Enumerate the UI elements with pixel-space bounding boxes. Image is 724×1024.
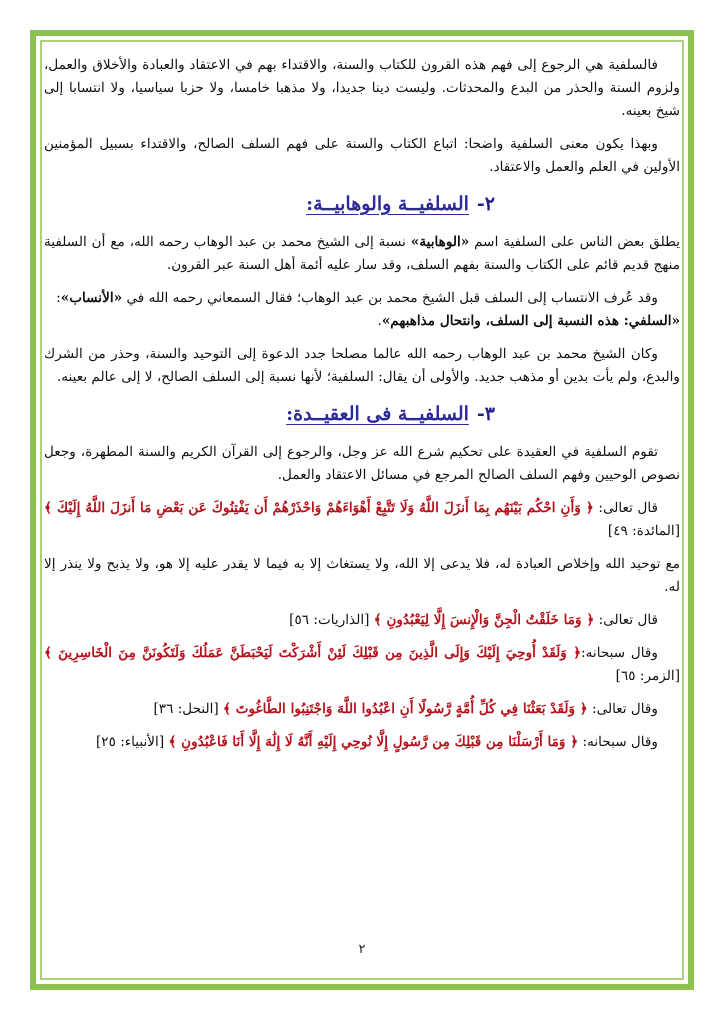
verse-reference: [المائدة: ٤٩] <box>607 523 680 539</box>
paragraph-ibn-abd-al-wahhab: وكان الشيخ محمد بن عبد الوهاب رحمه الله عالما مصلحا جدد الدعوة إلى التوحيد والسنة، وحذر من الشرك والبدع، ولم يأت بدين أو مذهب جديد. والأولى أن يقال: السلفية؛ لأنها نسبة إلى السلف الصالح، لا إلى عالم بعينه. <box>44 346 680 385</box>
verse-text: ﴿ وَمَا خَلَقْتُ الْجِنَّ وَالْإِنسَ إِلَّا لِيَعْبُدُونِ ﴾ <box>373 612 595 628</box>
verse-text: ﴿ وَمَا أَرْسَلْنَا مِن قَبْلِكَ مِن رَّسُولٍ إِلَّا نُوحِي إِلَيْهِ أَنَّهُ لَا إِلَٰهَ إِلَّا أَنَا فَاعْبُدُونِ ﴾ <box>168 734 579 750</box>
verse-text: ﴿ وَأَنِ احْكُم بَيْنَهُم بِمَا أَنزَلَ اللَّهُ وَلَا تَتَّبِعْ أَهْوَاءَهُمْ وَاحْذَرْهُمْ أَن يَفْتِنُوكَ عَن بَعْضِ مَا أَنزَلَ اللَّهُ إِلَيْكَ ﴾ <box>44 500 594 516</box>
section-number: ٢- <box>476 193 495 215</box>
paragraph-salafiyya-definition: فالسلفية هي الرجوع إلى فهم هذه القرون للكتاب والسنة، والاقتداء بهم في الاعتقاد والعبادة والأخلاق والعمل، ولزوم السنة والحذر من البدع والمحدثات. وليست دينا جديدا، ولا مذهبا خامسا، ولا حزبا سياسيا، ولا انتسابا إلى شيخ بعينه. <box>44 57 680 119</box>
quran-quote-nahl: وقال تعالى: ﴿ وَلَقَدْ بَعَثْنَا فِي كُلِّ أُمَّةٍ رَّسُولًا أَنِ اعْبُدُوا اللَّهَ وَاجْتَنِبُوا الطَّاغُوتَ ﴾ [النحل: ٣٦] <box>153 701 658 717</box>
section-heading-salafiyya-aqidah <box>44 399 495 429</box>
section-number: ٣- <box>476 403 495 425</box>
samani-definition: «السلفي: هذه النسبة إلى السلف، وانتحال مذاهبهم» <box>381 313 680 329</box>
paragraph-aqidah-basis: تقوم السلفية في العقيدة على تحكيم شرع الله عز وجل، والرجوع إلى القرآن الكريم والسنة المطهرة، وجعل نصوص الوحيين وفهم السلف الصالح المرجع في مسائل الاعتقاد والعمل. <box>44 444 680 483</box>
section-title: السلفيــة والوهابيــة: <box>306 193 469 215</box>
verse-reference: [الأنبياء: ٢٥] <box>95 734 169 750</box>
verse-text: ﴿ وَلَقَدْ بَعَثْنَا فِي كُلِّ أُمَّةٍ رَّسُولًا أَنِ اعْبُدُوا اللَّهَ وَاجْتَنِبُوا الطَّاغُوتَ ﴾ <box>223 701 588 717</box>
verse-text: ﴿ وَلَقَدْ أُوحِيَ إِلَيْكَ وَإِلَى الَّذِينَ مِن قَبْلِكَ لَئِنْ أَشْرَكْتَ لَيَحْبَطَنَّ عَمَلُكَ وَلَتَكُونَنَّ مِنَ الْخَاسِرِينَ ﴾ <box>44 645 582 661</box>
quran-quote-dhariyat: قال تعالى: ﴿ وَمَا خَلَقْتُ الْجِنَّ وَالْإِنسَ إِلَّا لِيَعْبُدُونِ ﴾ [الذاريات: ٥٦] <box>289 612 658 628</box>
document-body <box>44 54 680 764</box>
section-heading-salafiyya-wahhabiyya <box>44 189 495 219</box>
verse-reference: [الذاريات: ٥٦] <box>289 612 374 628</box>
verse-reference: [الزمر: ٦٥] <box>615 668 680 684</box>
page-number: ٢ <box>358 942 366 957</box>
term-wahhabiyya: «الوهابية» <box>410 234 470 250</box>
paragraph-wahhabiyya-name: يطلق بعض الناس على السلفية اسم «الوهابية» نسبة إلى الشيخ محمد بن عبد الوهاب رحمه الله، مع أن السلفية منهج قديم قائم على الكتاب والسنة بفهم السلف، وقد سار عليه أئمة أهل السنة عبر القرون. <box>44 234 681 273</box>
paragraph-salafiyya-meaning: وبهذا يكون معنى السلفية واضحا: اتباع الكتاب والسنة على فهم السلف الصالح، والاقتداء بسبيل المؤمنين الأولين في العلم والعمل والاعتقاد. <box>44 136 680 175</box>
quran-quote-zumar: وقال سبحانه:﴿ وَلَقَدْ أُوحِيَ إِلَيْكَ وَإِلَى الَّذِينَ مِن قَبْلِكَ لَئِنْ أَشْرَكْتَ لَيَحْبَطَنَّ عَمَلُكَ وَلَتَكُونَنَّ مِنَ الْخَاسِرِينَ ﴾ [الزمر: ٦٥] <box>44 645 680 684</box>
paragraph-samani-quote: وقد عُرف الانتساب إلى السلف قبل الشيخ محمد بن عبد الوهاب؛ فقال السمعاني رحمه الله في «الأنساب»: «السلفي: هذه النسبة إلى السلف، وانتحال مذاهبهم». <box>56 290 680 329</box>
quran-quote-anbiya: وقال سبحانه: ﴿ وَمَا أَرْسَلْنَا مِن قَبْلِكَ مِن رَّسُولٍ إِلَّا نُوحِي إِلَيْهِ أَنَّهُ لَا إِلَٰهَ إِلَّا أَنَا فَاعْبُدُونِ ﴾ [الأنبياء: ٢٥] <box>95 734 658 750</box>
book-title-ansab: «الأنساب» <box>60 290 123 306</box>
quran-quote-maidah: قال تعالى: ﴿ وَأَنِ احْكُم بَيْنَهُم بِمَا أَنزَلَ اللَّهُ وَلَا تَتَّبِعْ أَهْوَاءَهُمْ وَاحْذَرْهُمْ أَن يَفْتِنُوكَ عَن بَعْضِ مَا أَنزَلَ اللَّهُ إِلَيْكَ ﴾ [المائدة: ٤٩] <box>44 500 680 539</box>
verse-reference: [النحل: ٣٦] <box>153 701 223 717</box>
section-title: السلفيــة فى العقيــدة: <box>286 403 469 425</box>
paragraph-tawhid: مع توحيد الله وإخلاص العبادة له، فلا يدعى إلا الله، ولا يستغاث إلا به فيما لا يقدر عليه إلا هو، ولا يذبح ولا ينذر إلا له. <box>44 556 680 595</box>
